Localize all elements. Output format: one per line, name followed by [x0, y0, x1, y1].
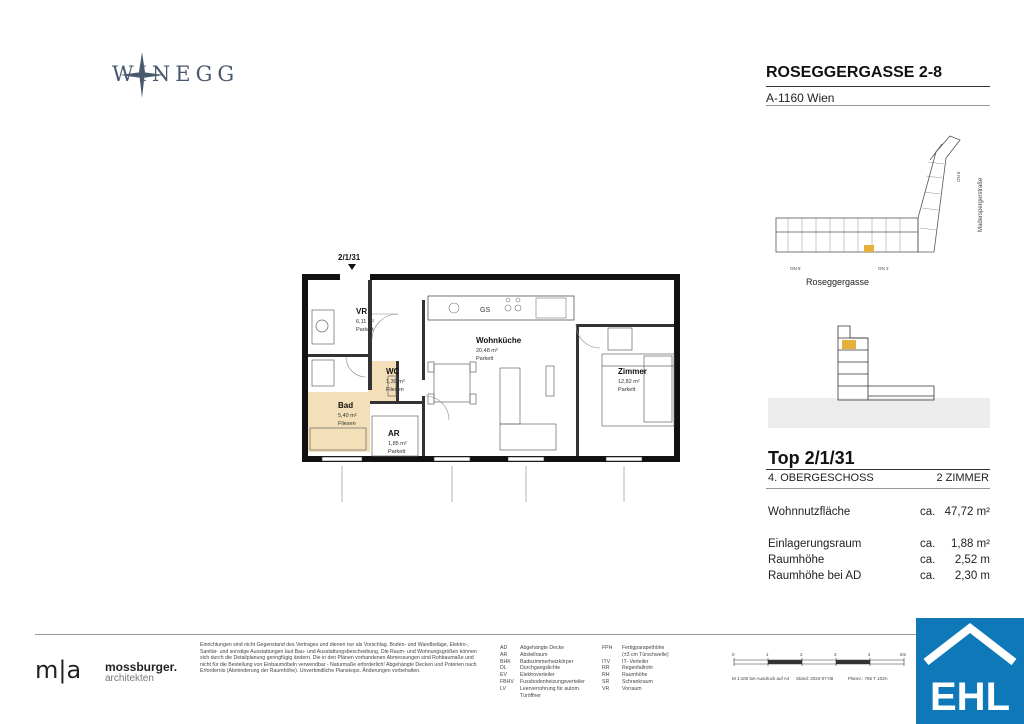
- abbr-code: AD: [500, 645, 508, 651]
- scale-tick: 1: [766, 652, 769, 657]
- brand-name: WINEGG: [112, 62, 240, 86]
- scale-tick: 2: [800, 652, 803, 657]
- scale-tick: 4: [868, 652, 871, 657]
- abbr-code: RR: [602, 665, 610, 672]
- room-floor: Parkett: [356, 327, 374, 333]
- room-name: Wohnküche: [476, 336, 522, 345]
- footer-divider: [35, 634, 990, 635]
- scale-tick: 5m: [900, 652, 907, 657]
- abbr-text: Vorraum: [622, 685, 642, 692]
- room-floor: Parkett: [388, 449, 406, 455]
- room-wc: [386, 367, 405, 393]
- divider: [766, 105, 990, 106]
- abbr-text: Badezimmerheizkörper: [520, 658, 574, 665]
- room-name: Bad: [338, 401, 354, 410]
- legend-row: [500, 679, 710, 686]
- abbr-code: SR: [602, 678, 610, 685]
- site-street-label: Roseggergasse: [806, 277, 870, 287]
- stat-ca: ca.: [920, 538, 936, 550]
- plan-number: Plannr.: 766 T 103A: [848, 676, 888, 681]
- scale-tick: 3: [834, 652, 837, 657]
- stat-label: Raumhöhe bei AD: [768, 570, 862, 582]
- unit-title: Top 2/1/31: [768, 448, 855, 468]
- room-floor: Parkett: [618, 387, 636, 393]
- abbr-text: Fertigparapethöhe: [622, 645, 665, 651]
- plan-date: Stand: 2024-07-08: [796, 676, 834, 681]
- abbr-code: LV: [500, 685, 506, 692]
- legal-disclaimer: Einrichtungen sind nicht Gegenstand des Vertrages und dienen nur als Vorschlag. Boden- und Wandbeläge, Elektro-, Sanitär- und sonstige Ausstattungen laut Bau- und Ausstattungsbeschreibung. Die Raum- und Wohnungsgrößen können sich durch die Detailplanung geringfügig ändern. Die in den Plänen vorhandenen Abmessungen sind Rohbaumaße und nicht für die Bestellung von Einbaumöbeln verwendbar - Naturmaße erforderlich! Abgehängte Decken und Poterien nach Erfordernis (Abminderung der Raumhöhe). Unverbindliche Planskops. Änderungen vorbehalten.: [200, 642, 477, 675]
- abbr-text: Raumhöhe: [622, 672, 648, 679]
- abbr-code: BHK: [500, 658, 511, 665]
- site-tag-on6: ON 6: [956, 171, 961, 182]
- room-name: AR: [388, 429, 400, 438]
- room-area: 12,82 m²: [618, 379, 640, 385]
- gs-label: GS: [480, 307, 491, 314]
- abbr-code: RH: [602, 672, 610, 679]
- room-name: Zimmer: [618, 367, 647, 376]
- abbr-code: VR: [602, 685, 610, 692]
- scale-bar: [730, 650, 910, 700]
- architect-logo-name: mossburger.: [105, 660, 178, 674]
- site-plan: [768, 132, 990, 292]
- stat-value: 2,30 m: [954, 570, 990, 582]
- abbr-text: (±3 cm Türschwelle): [622, 651, 669, 658]
- legend-row: [500, 652, 710, 659]
- plan-scale-note: M 1:100 bei Ausdruck auf A4: [732, 676, 790, 681]
- abbr-code: EV: [500, 672, 507, 679]
- unit-tag: 2/1/31: [338, 253, 361, 262]
- site-side-street: Maderspergerstraße: [978, 177, 984, 232]
- room-area: 5,40 m²: [338, 413, 357, 419]
- abbr-code: DL: [500, 665, 507, 672]
- abbr-text: Abgehängte Decke: [520, 645, 565, 651]
- legend-row: [500, 645, 710, 652]
- legend-row: [500, 672, 710, 679]
- stat-value: 47,72 m²: [944, 506, 990, 518]
- room-area: 1,85 m²: [388, 441, 407, 447]
- abbr-text: Regenfallrohr: [622, 665, 654, 672]
- abbr-text: Leerverrohrung für autom. Türöffner: [520, 685, 581, 699]
- room-name: WC: [386, 367, 400, 376]
- architect-logo-sub: architekten: [105, 673, 154, 684]
- scale-tick: 0: [732, 652, 735, 657]
- room-name: VR: [356, 307, 368, 316]
- stat-value: 2,52 m: [954, 554, 990, 566]
- divider: [766, 488, 990, 489]
- legend-row: [500, 665, 710, 672]
- room-area: 6,11 m²: [356, 319, 375, 325]
- floor-plan: [296, 246, 682, 506]
- abbr-code: [602, 652, 622, 659]
- site-tag-on8: ON 8: [790, 266, 801, 271]
- ehl-logo: [916, 618, 1024, 724]
- legend-row: [500, 685, 710, 699]
- room-floor: Parkett: [476, 356, 494, 362]
- architect-logo: [35, 656, 185, 686]
- room-floor: Fliesen: [338, 421, 356, 427]
- site-tag-on2: ON 2: [878, 266, 889, 271]
- abbr-code: ITV: [602, 658, 611, 665]
- stat-label: Wohnnutzfläche: [768, 506, 851, 518]
- room-wohnkueche: [476, 336, 522, 362]
- abbr-text: Durchgangslichte: [520, 665, 561, 672]
- architect-logo-mark: m|a: [35, 656, 82, 684]
- abbr-text: Schrankraum: [622, 678, 653, 685]
- abbreviation-legend: [500, 645, 710, 699]
- stat-ca: ca.: [920, 506, 936, 518]
- stat-label: Raumhöhe: [768, 554, 825, 566]
- room-zimmer: [618, 367, 647, 393]
- divider: [766, 86, 990, 87]
- address-city: A-1160 Wien: [766, 91, 835, 105]
- room-floor: Fliesen: [386, 387, 404, 393]
- stat-value: 1,88 m²: [951, 538, 990, 550]
- unit-rooms: 2 ZIMMER: [936, 472, 989, 484]
- abbr-text: IT- Verteiler: [622, 658, 649, 665]
- section-view: [768, 320, 990, 428]
- stat-ca: ca.: [920, 570, 936, 582]
- legend-row: [500, 659, 710, 666]
- abbr-code: AR: [500, 651, 508, 658]
- abbr-text: Elektroverteiler: [520, 672, 555, 679]
- stat-ca: ca.: [920, 554, 936, 566]
- unit-floor: 4. OBERGESCHOSS: [768, 472, 874, 484]
- stat-label: Einlagerungsraum: [768, 538, 862, 550]
- ehl-text: EHL: [930, 675, 1010, 719]
- abbr-text: Fussbodenheizungsverteiler: [520, 678, 585, 685]
- abbr-text: Abstellraum: [520, 651, 548, 658]
- abbr-code: FPH: [602, 645, 613, 651]
- divider: [766, 469, 990, 470]
- abbr-code: FBHV: [500, 678, 514, 685]
- room-ar: [388, 429, 407, 455]
- room-area: 20,48 m²: [476, 348, 498, 354]
- address-street: ROSEGGERGASSE 2-8: [766, 64, 943, 81]
- room-area: 1,30 m²: [386, 379, 405, 385]
